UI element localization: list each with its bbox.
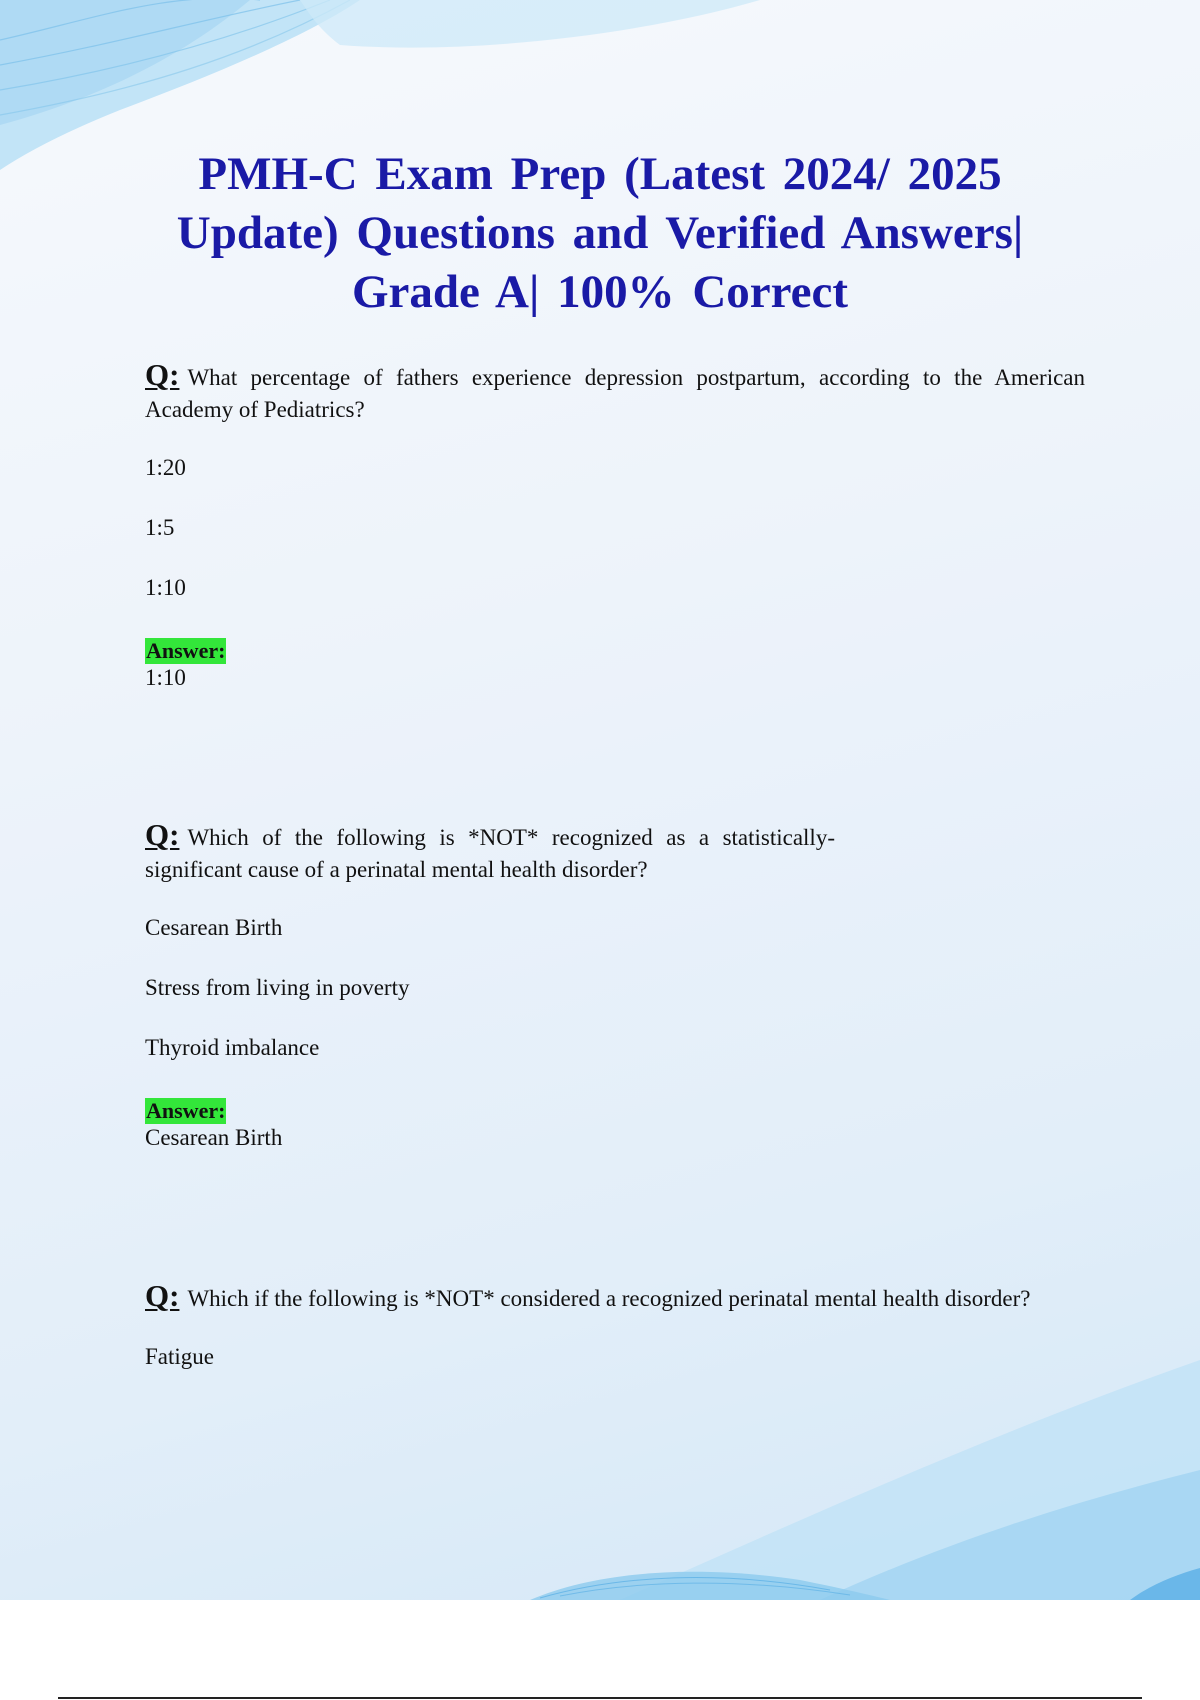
question-block-1 bbox=[145, 359, 1085, 692]
question-3-options bbox=[145, 1343, 1085, 1371]
title-line-3: Grade A| 100% Correct bbox=[351, 266, 849, 318]
option-item: Cesarean Birth bbox=[145, 915, 283, 940]
answer-1-value: 1:10 bbox=[145, 665, 186, 690]
document-title bbox=[100, 145, 1100, 322]
answer-block-1 bbox=[145, 638, 1085, 692]
question-label: Q: bbox=[145, 357, 180, 392]
question-1 bbox=[145, 359, 1085, 426]
question-block-3 bbox=[145, 1280, 1085, 1403]
question-1-options bbox=[145, 454, 1085, 602]
question-2 bbox=[145, 819, 835, 886]
question-3-text: Which if the following is *NOT* considered a recognized perinatal mental health disorder? bbox=[187, 1286, 1031, 1311]
question-2-text: Which of the following is *NOT* recognized as a statistically-significant cause of a perinatal mental health disorder? bbox=[145, 825, 835, 882]
question-label: Q: bbox=[145, 1278, 180, 1313]
question-block-2 bbox=[145, 819, 1085, 1152]
answer-block-2 bbox=[145, 1098, 1085, 1152]
footer-divider bbox=[58, 1697, 1142, 1699]
question-1-text: What percentage of fathers experience depression postpartum, according to the American Academy of Pediatrics? bbox=[145, 365, 1085, 422]
title-line-2: Update) Questions and Verified Answers| bbox=[176, 207, 1024, 259]
answer-2-value: Cesarean Birth bbox=[145, 1125, 283, 1150]
option-item: 1:20 bbox=[145, 455, 186, 480]
option-item: Stress from living in poverty bbox=[145, 975, 410, 1000]
question-2-options bbox=[145, 914, 1085, 1062]
title-line-1: PMH-C Exam Prep (Latest 2024/ 2025 bbox=[198, 148, 1002, 200]
option-item: Fatigue bbox=[145, 1344, 214, 1369]
question-label: Q: bbox=[145, 817, 180, 852]
answer-label: Answer: bbox=[146, 1098, 226, 1123]
question-3 bbox=[145, 1280, 1085, 1315]
option-item: 1:5 bbox=[145, 515, 175, 540]
option-item: 1:10 bbox=[145, 575, 186, 600]
option-item: Thyroid imbalance bbox=[145, 1035, 320, 1060]
answer-label: Answer: bbox=[146, 638, 226, 663]
